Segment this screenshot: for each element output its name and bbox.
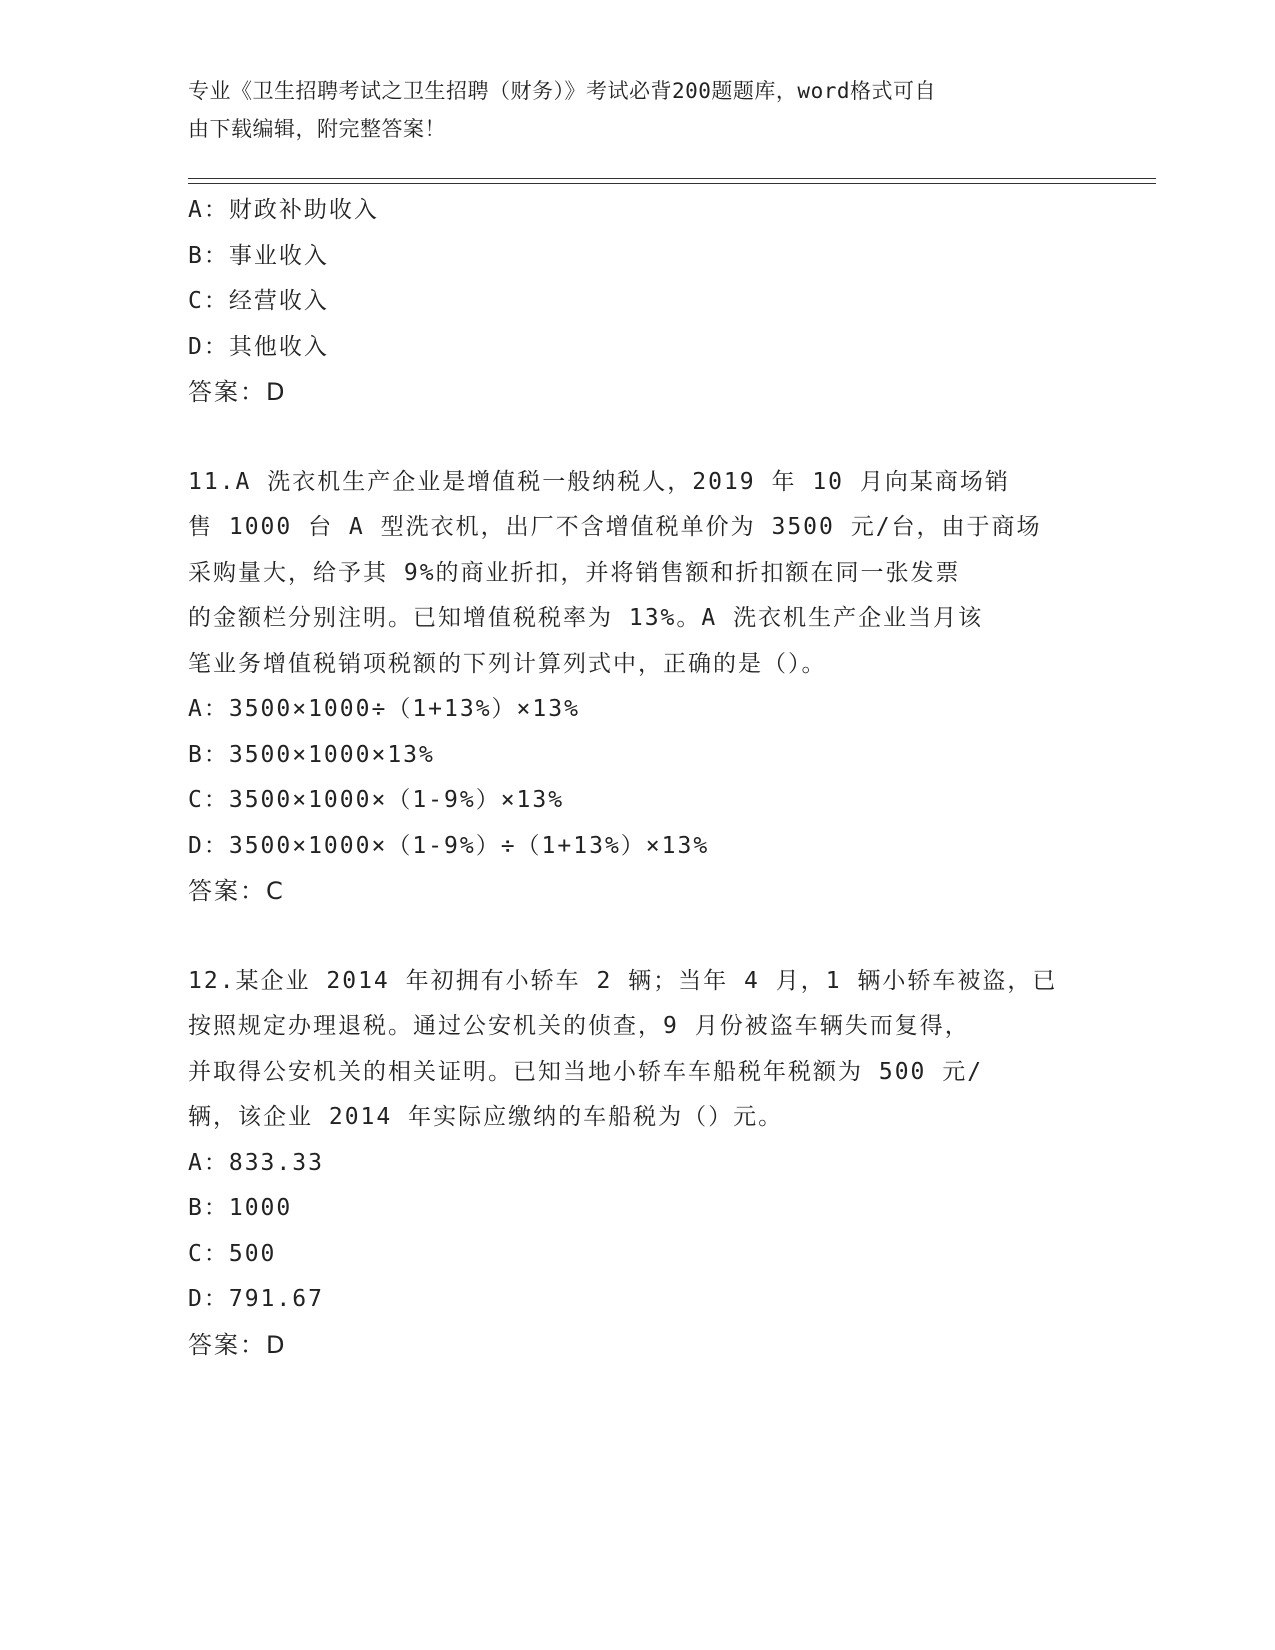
question-10 bbox=[188, 188, 1088, 416]
document-body bbox=[188, 188, 1088, 1368]
q12-option-d: D：791.67 bbox=[188, 1286, 324, 1312]
spacer bbox=[188, 416, 1088, 460]
q11-option-a: A：3500×1000÷（1+13%）×13% bbox=[188, 696, 580, 722]
q12-option-a: A：833.33 bbox=[188, 1149, 324, 1176]
q11-answer: 答案：C bbox=[188, 877, 285, 905]
q11-option-d: D：3500×1000×（1-9%）÷（1+13%）×13% bbox=[188, 832, 710, 859]
spacer bbox=[188, 915, 1088, 959]
q11-stem-line: 笔业务增值税销项税额的下列计算列式中，正确的是（）。 bbox=[188, 650, 827, 677]
q10-option-a: A：财政补助收入 bbox=[188, 197, 379, 223]
q11-stem-line: 的金额栏分别注明。已知增值税税率为 13%。A 洗衣机生产企业当月该 bbox=[188, 605, 984, 631]
q12-option-b: B：1000 bbox=[188, 1195, 293, 1221]
q10-option-d: D：其他收入 bbox=[188, 333, 329, 360]
header-line-2: 由下载编辑，附完整答案！ bbox=[188, 117, 446, 141]
q11-stem-line: 售 1000 台 A 型洗衣机，出厂不含增值税单价为 3500 元/台，由于商场 bbox=[188, 514, 1042, 540]
q11-stem-line: 采购量大，给予其 9%的商业折扣，并将销售额和折扣额在同一张发票 bbox=[188, 559, 961, 586]
q10-option-b: B：事业收入 bbox=[188, 242, 329, 269]
q12-stem-line: 并取得公安机关的相关证明。已知当地小轿车车船税年税额为 500 元/ bbox=[188, 1058, 984, 1085]
q12-option-c: C：500 bbox=[188, 1240, 277, 1267]
q12-answer: 答案：D bbox=[188, 1330, 287, 1359]
q11-option-c: C：3500×1000×（1-9%）×13% bbox=[188, 787, 565, 813]
q11-option-b: B：3500×1000×13% bbox=[188, 741, 435, 768]
q12-stem-line: 12.某企业 2014 年初拥有小轿车 2 辆；当年 4 月，1 辆小轿车被盗，已 bbox=[188, 967, 1058, 994]
q12-stem-line: 辆，该企业 2014 年实际应缴纳的车船税为（）元。 bbox=[188, 1104, 784, 1130]
q12-stem-line: 按照规定办理退税。通过公安机关的侦查，9 月份被盗车辆失而复得， bbox=[188, 1013, 970, 1039]
document-header bbox=[188, 72, 1068, 148]
q10-option-c: C：经营收入 bbox=[188, 288, 329, 314]
header-line-1: 专业《卫生招聘考试之卫生招聘（财务）》考试必背200题题库，word格式可自 bbox=[188, 79, 936, 103]
header-divider bbox=[188, 178, 1156, 184]
question-11 bbox=[188, 460, 1088, 915]
question-12 bbox=[188, 959, 1088, 1369]
q10-answer: 答案：D bbox=[188, 378, 287, 406]
q11-stem-line: 11.A 洗衣机生产企业是增值税一般纳税人，2019 年 10 月向某商场销 bbox=[188, 468, 1010, 495]
